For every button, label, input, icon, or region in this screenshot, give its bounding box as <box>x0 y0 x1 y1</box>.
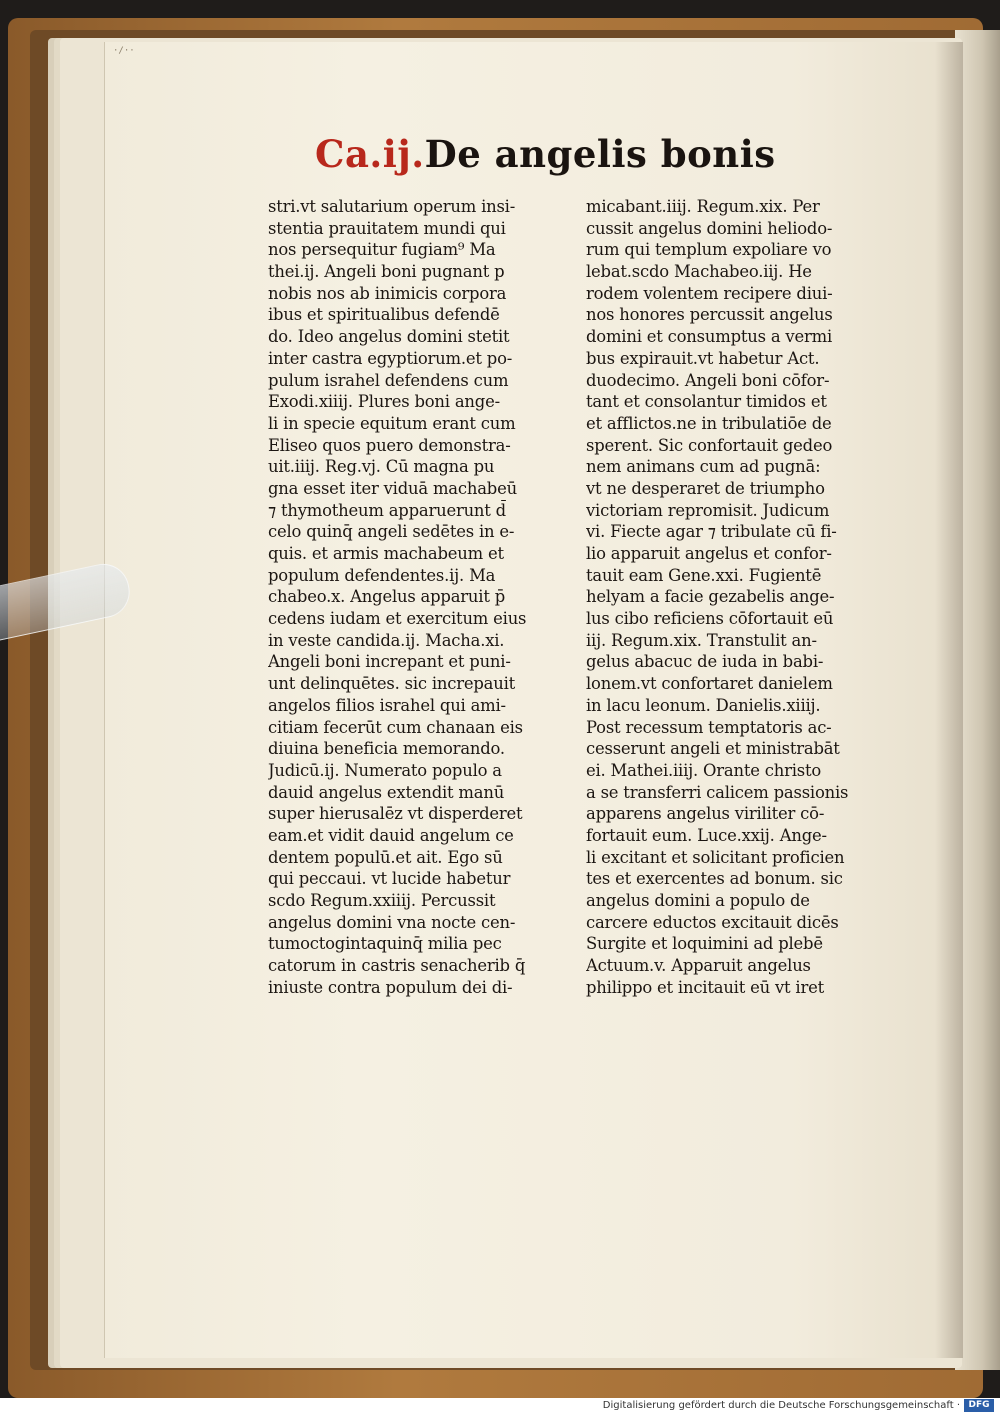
text-line: Surgite et loquimini ad plebē <box>586 934 823 954</box>
text-line: nos honores percussit angelus <box>586 305 833 325</box>
text-line: stentia prauitatem mundi qui <box>268 218 506 238</box>
text-line: chabeo.x. Angelus apparuit p̄ <box>268 587 506 607</box>
text-line: duodecimo. Angeli boni cōfor- <box>586 370 830 390</box>
text-line: Angeli boni increpant et puni- <box>268 652 511 672</box>
text-line: apparens angelus viriliter cō- <box>586 804 825 824</box>
text-line: iniuste contra populum dei di- <box>268 977 513 997</box>
text-line: lonem.vt confortaret danielem <box>586 674 833 694</box>
text-line: lio apparuit angelus et confor- <box>586 544 832 563</box>
chapter-heading-prefix: Ca.ij. <box>315 132 425 176</box>
text-line: stri.vt salutarium operum insi- <box>268 197 516 216</box>
text-line: super hierusalēz vt disperderet <box>268 804 523 824</box>
text-line: eam.et vidit dauid angelum ce <box>268 825 514 845</box>
text-line: gelus abacuc de iuda in babi- <box>586 652 824 672</box>
text-line: micabant.iiij. Regum.xix. Per <box>586 197 820 216</box>
text-line: in lacu leonum. Danielis.xiiij. <box>586 695 821 715</box>
text-line: tumoctogintaquinq̄ milia pec <box>268 934 502 954</box>
text-line: bus expirauit.vt habetur Act. <box>586 348 820 368</box>
chapter-heading-title: De angelis bonis <box>424 132 776 176</box>
text-line: fortauit eum. Luce.xxij. Ange- <box>586 825 827 845</box>
text-line: catorum in castris senacherib q̄ <box>268 956 526 976</box>
text-line: victoriam repromisit. Judicum <box>586 500 830 520</box>
text-line: vt ne desperaret de triumpho <box>586 478 825 498</box>
text-line: angelos filios israhel qui ami- <box>268 695 506 715</box>
text-line: lebat.scdo Machabeo.iij. He <box>586 262 812 282</box>
text-line: do. Ideo angelus domini stetit <box>268 327 510 347</box>
text-line: angelus domini vna nocte cen- <box>268 912 516 932</box>
text-line: ibus et spiritualibus defendē <box>268 305 500 325</box>
text-line: pulum israhel defendens cum <box>268 370 509 390</box>
text-line: nobis nos ab inimicis corpora <box>268 283 507 303</box>
text-line: philippo et incitauit eū vt iret <box>586 977 824 997</box>
text-line: li excitant et solicitant proficien <box>586 847 845 867</box>
text-line: gna esset iter viduā machabeū <box>268 478 517 498</box>
text-line: populum defendentes.ij. Ma <box>268 565 496 585</box>
text-column-right <box>586 196 870 998</box>
text-line: Exodi.xiiij. Plures boni ange- <box>268 392 500 412</box>
text-line: dentem populū.et ait. Ego sū <box>268 847 503 867</box>
text-line: qui peccaui. vt lucide habetur <box>268 869 511 889</box>
text-line: thei.ij. Angeli boni pugnant p <box>268 262 505 282</box>
text-line: li in specie equitum erant cum <box>268 413 516 433</box>
text-line: ⁊ thymotheum apparuerunt d̄ <box>268 500 506 520</box>
text-line: rodem volentem recipere diui- <box>586 283 833 303</box>
text-line: unt delinquētes. sic increpauit <box>268 674 516 694</box>
text-line: citiam fecerūt cum chanaan eis <box>268 717 523 737</box>
footer-credit: Digitalisierung gefördert durch die Deutsche Forschungsgemeinschaft · <box>602 1400 960 1411</box>
text-line: ei. Mathei.iiij. Orante christo <box>586 760 822 780</box>
text-line: inter castra egyptiorum.et po- <box>268 348 513 368</box>
text-line: cedens iudam et exercitum eius <box>268 609 527 629</box>
text-line: quis. et armis machabeum et <box>268 544 504 563</box>
text-line: domini et consumptus a vermi <box>586 327 832 347</box>
corner-mark: ·/·· <box>113 46 135 56</box>
text-line: tauit eam Gene.xxi. Fugientē <box>586 565 822 585</box>
text-line: et afflictos.ne in tribulatiōe de <box>586 413 832 433</box>
text-line: Actuum.v. Apparuit angelus <box>586 956 811 976</box>
text-line: cussit angelus domini heliodo- <box>586 218 833 238</box>
text-line: a se transferri calicem passionis <box>586 782 849 802</box>
text-line: rum qui templum expoliare vo <box>586 240 832 260</box>
text-line: iij. Regum.xix. Transtulit an- <box>586 630 817 650</box>
text-line: cesserunt angeli et ministrabāt <box>586 739 840 759</box>
text-line: in veste candida.ij. Macha.xi. <box>268 630 505 650</box>
text-line: tes et exercentes ad bonum. sic <box>586 869 843 889</box>
text-line: celo quinq̄ angeli sedētes in e- <box>268 522 515 542</box>
text-line: helyam a facie gezabelis ange- <box>586 587 835 607</box>
text-line: Eliseo quos puero demonstra- <box>268 435 511 455</box>
chapter-heading <box>315 132 795 182</box>
text-line: Post recessum temptatoris ac- <box>586 717 832 737</box>
text-line: angelus domini a populo de <box>586 891 810 910</box>
text-column-left <box>268 196 550 998</box>
text-line: nem animans cum ad pugnā: <box>586 457 821 477</box>
spine-shadow <box>935 42 963 1358</box>
text-line: tant et consolantur timidos et <box>586 392 827 412</box>
text-line: carcere eductos excitauit dicēs <box>586 912 839 932</box>
text-line: scdo Regum.xxiiij. Percussit <box>268 891 496 910</box>
text-line: nos persequitur fugiam⁹ Ma <box>268 240 496 260</box>
text-line: uit.iiij. Reg.vj. Cū magna pu <box>268 457 495 477</box>
text-line: sperent. Sic confortauit gedeo <box>586 435 833 455</box>
text-line: lus cibo reficiens cōfortauit eū <box>586 609 834 629</box>
text-line: vi. Fiecte agar ⁊ tribulate cū fi- <box>586 522 837 542</box>
text-line: diuina beneficia memorando. <box>268 739 505 759</box>
text-line: Judicū.ij. Numerato populo a <box>268 760 502 780</box>
text-line: dauid angelus extendit manū <box>268 782 505 802</box>
dfg-logo: DFG <box>964 1399 994 1412</box>
